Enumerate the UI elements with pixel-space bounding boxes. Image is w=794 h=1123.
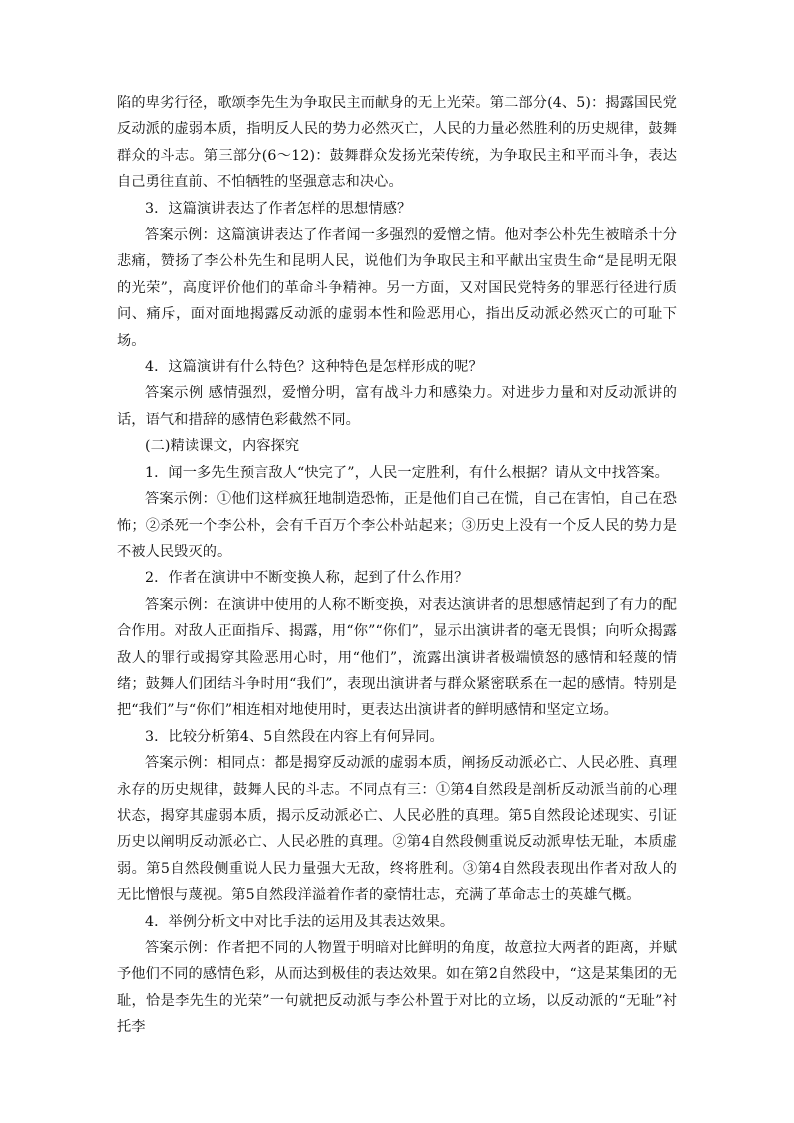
answer-3: 答案示例：这篇演讲表达了作者闻一多强烈的爱憎之情。他对李公朴先生被暗杀十分悲痛，赞扬了李公朴先生和昆明人民，说他们为争取民主和平献出宝贵生命“是昆明无限的光荣”，高度评价他们的革命斗争精神。另一方面，又对国民党特务的罪恶行径进行质问、痛斥，面对面地揭露反动派的虚弱本性和险恶用心，指出反动派必然灭亡的可耻下场。: [117, 227, 677, 349]
section2-question-2: 2．作者在演讲中不断变换人称，起到了什么作用？: [145, 570, 469, 587]
section2-answer-1: 答案示例：①他们这样疯狂地制造恐怖，正是他们自己在慌，自己在害怕，自己在恐怖；②杀死一个李公朴，会有千百万个李公朴站起来；③历史上没有一个反人民的势力是不被人民毁灭的。: [117, 491, 677, 560]
section-heading: (二)精读课文，内容探究: [145, 438, 300, 455]
section2-answer-3: 答案示例：相同点：都是揭穿反动派的虚弱本质，阐扬反动派必亡、人民必胜、真理永存的历史规律，鼓舞人民的斗志。不同点有三：①第4自然段是剖析反动派当前的心理状态，揭穿其虚弱本质，揭示反动派必亡、人民必胜的真理。第5自然段论述现实、引证历史以阐明反动派必亡、人民必胜的真理。②第4自然段侧重说反动派卑怯无耻，本质虚弱。第5自然段侧重说人民力量强大无敌，终将胜利。③第4自然段表现出作者对敌人的无比憎恨与蔑视。第5自然段洋溢着作者的豪情壮志，充满了革命志士的英雄气概。: [117, 755, 677, 904]
paragraph-continuation: 陷的卑劣行径，歌颂李先生为争取民主而献身的无上光荣。第二部分(4、5)：揭露国民党反动派的虚弱本质，指明反人民的势力必然灭亡，人民的力量必然胜利的历史规律，鼓舞群众的斗志。第三部分(6～12)：鼓舞群众发扬光荣传统，为争取民主和平而斗争，表达自己勇往直前、不怕牺牲的坚强意志和决心。: [117, 95, 677, 191]
section2-answer-4: 答案示例：作者把不同的人物置于明暗对比鲜明的角度，故意拉大两者的距离，并赋予他们不同的感情色彩，从而达到极佳的表达效果。如在第2自然段中，“这是某集团的无耻，恰是李先生的光荣”一句就把反动派与李公朴置于对比的立场，以反动派的“无耻”衬托李: [117, 940, 677, 1036]
section2-answer-2: 答案示例：在演讲中使用的人称不断变换，对表达演讲者的思想感情起到了有力的配合作用。对敌人正面指斥、揭露，用“你”“你们”，显示出演讲者的毫无畏惧；向听众揭露敌人的罪行或揭穿其险恶用心时，用“他们”，流露出演讲者极端愤怒的感情和轻蔑的情绪；鼓舞人们团结斗争时用“我们”，表现出演讲者与群众紧密联系在一起的感情。特别是把“我们”与“你们”相连相对地使用时，更表达出演讲者的鲜明感情和坚定立场。: [117, 596, 677, 719]
document-body: [117, 90, 677, 1041]
section2-question-1: 1．闻一多先生预言敌人“快完了”，人民一定胜利，有什么根据？请从文中找答案。: [145, 464, 669, 481]
question-4: 4．这篇演讲有什么特色？这种特色是怎样形成的呢？: [145, 359, 483, 376]
answer-4: 答案示例 感情强烈，爱憎分明，富有战斗力和感染力。对进步力量和对反动派讲的话，语气和措辞的感情色彩截然不同。: [117, 385, 677, 428]
section2-question-4: 4．举例分析文中对比手法的运用及其表达效果。: [145, 913, 455, 930]
question-3: 3．这篇演讲表达了作者怎样的思想情感？: [145, 200, 412, 217]
section2-question-3: 3．比较分析第4、5自然段在内容上有何异同。: [145, 728, 444, 745]
